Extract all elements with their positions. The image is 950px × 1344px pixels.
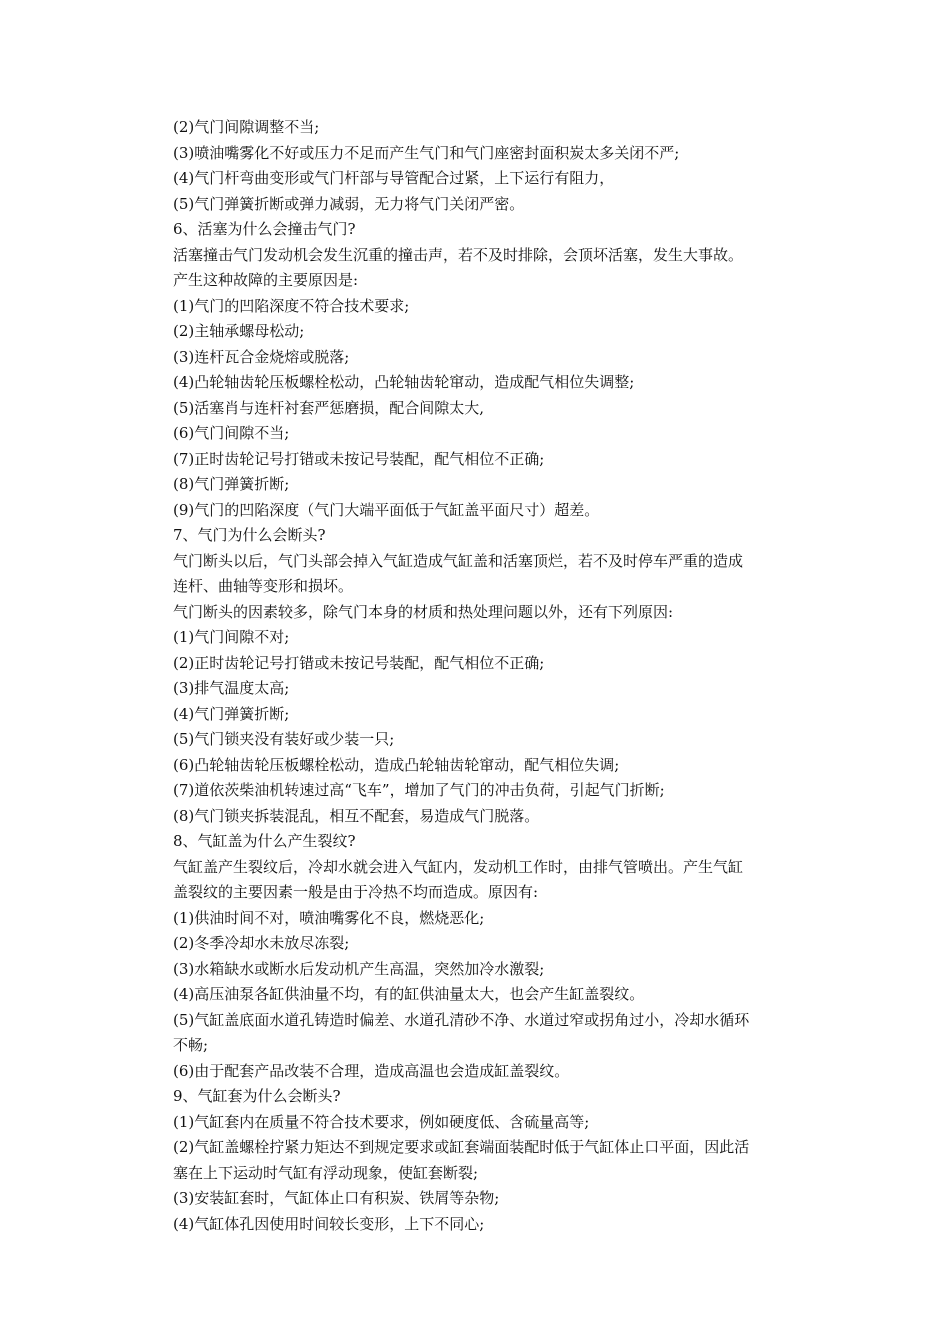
text-line: (3)连杆瓦合金烧熔或脱落; [173,347,350,366]
text-line: (4)凸轮轴齿轮压板螺栓松动，凸轮轴齿轮窜动，造成配气相位失调整; [173,373,635,391]
text-line: (2)正时齿轮记号打错或未按记号装配，配气相位不正确; [173,653,545,672]
text-line: (9)气门的凹陷深度（气门大端平面低于气缸盖平面尺寸）超差。 [173,500,600,519]
text-line: (6)凸轮轴齿轮压板螺栓松动，造成凸轮轴齿轮窜动，配气相位失调; [173,755,620,774]
text-line: (8)气门锁夹拆装混乱，相互不配套，易造成气门脱落。 [173,806,540,825]
text-line: (5)气门锁夹没有装好或少装一只; [173,730,395,748]
document-body [173,115,823,1237]
text-line: (2)气缸盖螺栓拧紧力矩达不到规定要求或缸套端面装配时低于气缸体止口平面，因此活 [173,1138,750,1156]
text-line: (8)气门弹簧折断; [173,475,290,493]
text-line: (2)主轴承螺母松动; [173,322,305,340]
text-line: 9、气缸套为什么会断头? [173,1087,341,1105]
text-line: (5)活塞肖与连杆衬套严惩磨损，配合间隙太大, [173,398,485,417]
text-line: (7)道依茨柴油机转速过高“飞车”，增加了气门的冲击负荷，引起气门折断; [173,781,665,799]
text-line: (6)气门间隙不当; [173,424,290,442]
text-line: (1)气缸套内在质量不符合技术要求，例如硬度低、含硫量高等; [173,1112,590,1131]
text-line: (3)排气温度太高; [173,679,290,697]
text-line: 塞在上下运动时气缸有浮动现象，使缸套断裂; [173,1163,479,1182]
text-line: 气门断头以后，气门头部会掉入气缸造成气缸盖和活塞顶烂，若不及时停车严重的造成 [173,551,744,570]
text-line: (1)气门间隙不对; [173,628,290,646]
text-line: (7)正时齿轮记号打错或未按记号装配，配气相位不正确; [173,449,545,468]
text-line: 盖裂纹的主要因素一般是由于冷热不均而造成。原因有: [173,883,539,901]
text-line: 气缸盖产生裂纹后，冷却水就会进入气缸内，发动机工作时，由排气管喷出。产生气缸 [173,857,744,876]
text-line: (4)高压油泵各缸供油量不均，有的缸供油量太大，也会产生缸盖裂纹。 [173,985,645,1003]
text-line: 连杆、曲轴等变形和损坏。 [173,577,354,595]
text-line: (4)气门弹簧折断; [173,704,290,723]
text-line: (3)水箱缺水或断水后发动机产生高温，突然加冷水激裂; [173,959,545,978]
text-line: 产生这种故障的主要原因是: [173,271,359,289]
text-line: (5)气门弹簧折断或弹力减弱，无力将气门关闭严密。 [173,194,525,213]
text-line: (4)气门杆弯曲变形或气门杆部与导管配合过紧，上下运行有阻力， [173,169,615,187]
text-line: 7、气门为什么会断头? [173,526,326,544]
text-line: (1)供油时间不对，喷油嘴雾化不良，燃烧恶化; [173,908,485,927]
text-line: 6、活塞为什么会撞击气门? [173,220,356,238]
text-line: (5)气缸盖底面水道孔铸造时偏差、水道孔清砂不净、水道过窄或拐角过小，冷却水循环 [173,1010,750,1029]
text-line: 8、气缸盖为什么产生裂纹? [173,832,356,850]
text-line: 不畅; [173,1036,209,1054]
text-line: (2)气门间隙调整不当; [173,118,320,136]
text-line: (3)喷油嘴雾化不好或压力不足而产生气门和气门座密封面积炭太多关闭不严; [173,143,680,162]
text-line: (1)气门的凹陷深度不符合技术要求; [173,296,410,315]
text-line: (2)冬季冷却水未放尽冻裂; [173,934,350,952]
text-line: 活塞撞击气门发动机会发生沉重的撞击声，若不及时排除，会顶坏活塞，发生大事故。 [173,245,744,264]
text-line: (6)由于配套产品改装不合理，造成高温也会造成缸盖裂纹。 [173,1061,570,1080]
text-line: (4)气缸体孔因使用时间较长变形，上下不同心; [173,1214,485,1233]
text-line: (3)安装缸套时，气缸体止口有积炭、铁屑等杂物; [173,1189,500,1207]
text-line: 气门断头的因素较多，除气门本身的材质和热处理问题以外，还有下列原因: [173,602,674,621]
